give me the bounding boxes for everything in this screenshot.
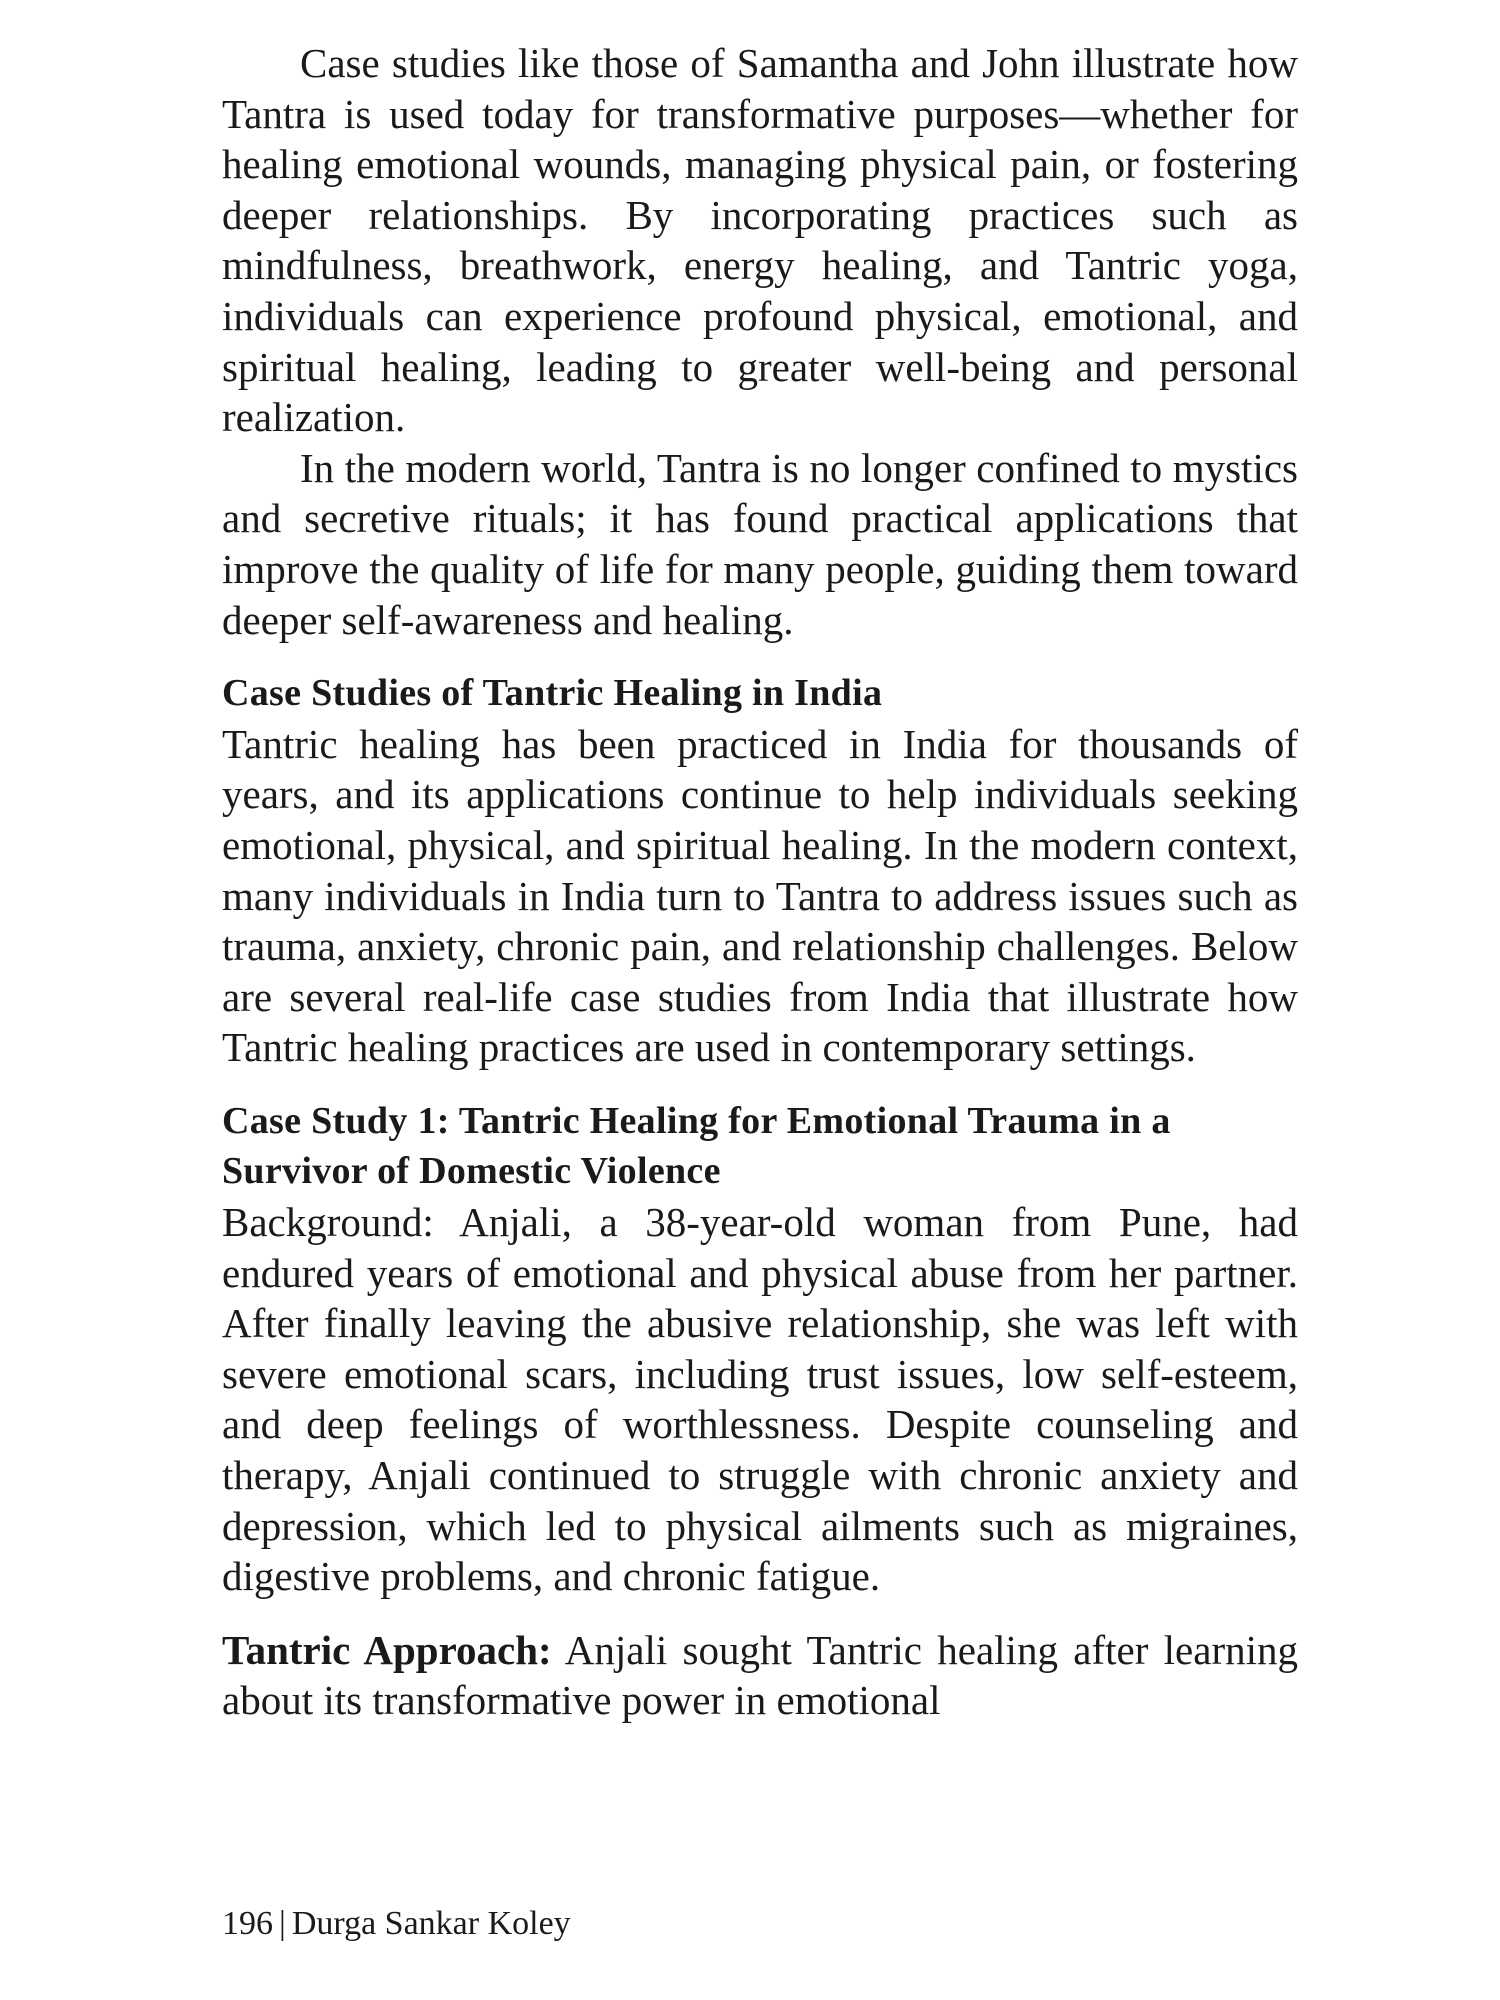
tantric-approach-label: Tantric Approach: bbox=[222, 1626, 552, 1673]
paragraph-india-intro: Tantric healing has been practiced in India for thousands of years, and its applications continue to help individuals seeking emotional, physical, and spiritual healing. In the modern context, many individuals in India turn to Tantra to address issues such as trauma, anxiety, chronic pain, and relationship challenges. Below are several real-life case studies from India that illustrate how Tantric healing practices are used in contemporary settings. bbox=[222, 720, 1298, 1071]
paragraph-case-study-1-background: Background: Anjali, a 38-year-old woman from Pune, had endured years of emotional and physical abuse from her partner. After finally leaving the abusive relationship, she was left with severe emotional scars, including trust issues, low self-esteem, and deep feelings of worthlessness. Despite counseling and therapy, Anjali continued to struggle with chronic anxiety and depression, which led to physical ailments such as migraines, digestive problems, and chronic fatigue. bbox=[222, 1199, 1298, 1600]
section-india bbox=[222, 668, 1298, 1073]
section-case-study-1 bbox=[222, 1096, 1298, 1602]
case-study-1-heading: Case Study 1: Tantric Healing for Emotional Trauma in a Survivor of Domestic Violence bbox=[222, 1099, 1171, 1193]
paragraph-tantric-approach bbox=[222, 1625, 1298, 1726]
footer-separator: | bbox=[279, 1905, 286, 1942]
paragraph-samantha-john: Case studies like those of Samantha and John illustrate how Tantra is used today for transformative purposes—whether for healing emotional wounds, managing physical pain, or fostering deeper relationships. By incorporating practices such as mindfulness, breathwork, energy healing, and Tantric yoga, individuals can experience profound physical, emotional, and spiritual healing, leading to greater well-being and personal realization. bbox=[222, 40, 1298, 441]
section-heading-india: Case Studies of Tantric Healing in India bbox=[222, 672, 883, 715]
page-number: 196 bbox=[222, 1905, 273, 1942]
footer-author: Durga Sankar Koley bbox=[291, 1905, 571, 1942]
page-footer bbox=[222, 1902, 571, 1946]
paragraph-modern-world: In the modern world, Tantra is no longer confined to mystics and secretive rituals; it has found practical applications that improve the quality of life for many people, guiding them toward deeper self-awareness and healing. bbox=[222, 444, 1298, 643]
tantric-approach-text: Anjali sought Tantric healing after learning about its transformative power in emotional bbox=[222, 1626, 1298, 1724]
page-body bbox=[222, 38, 1298, 1726]
